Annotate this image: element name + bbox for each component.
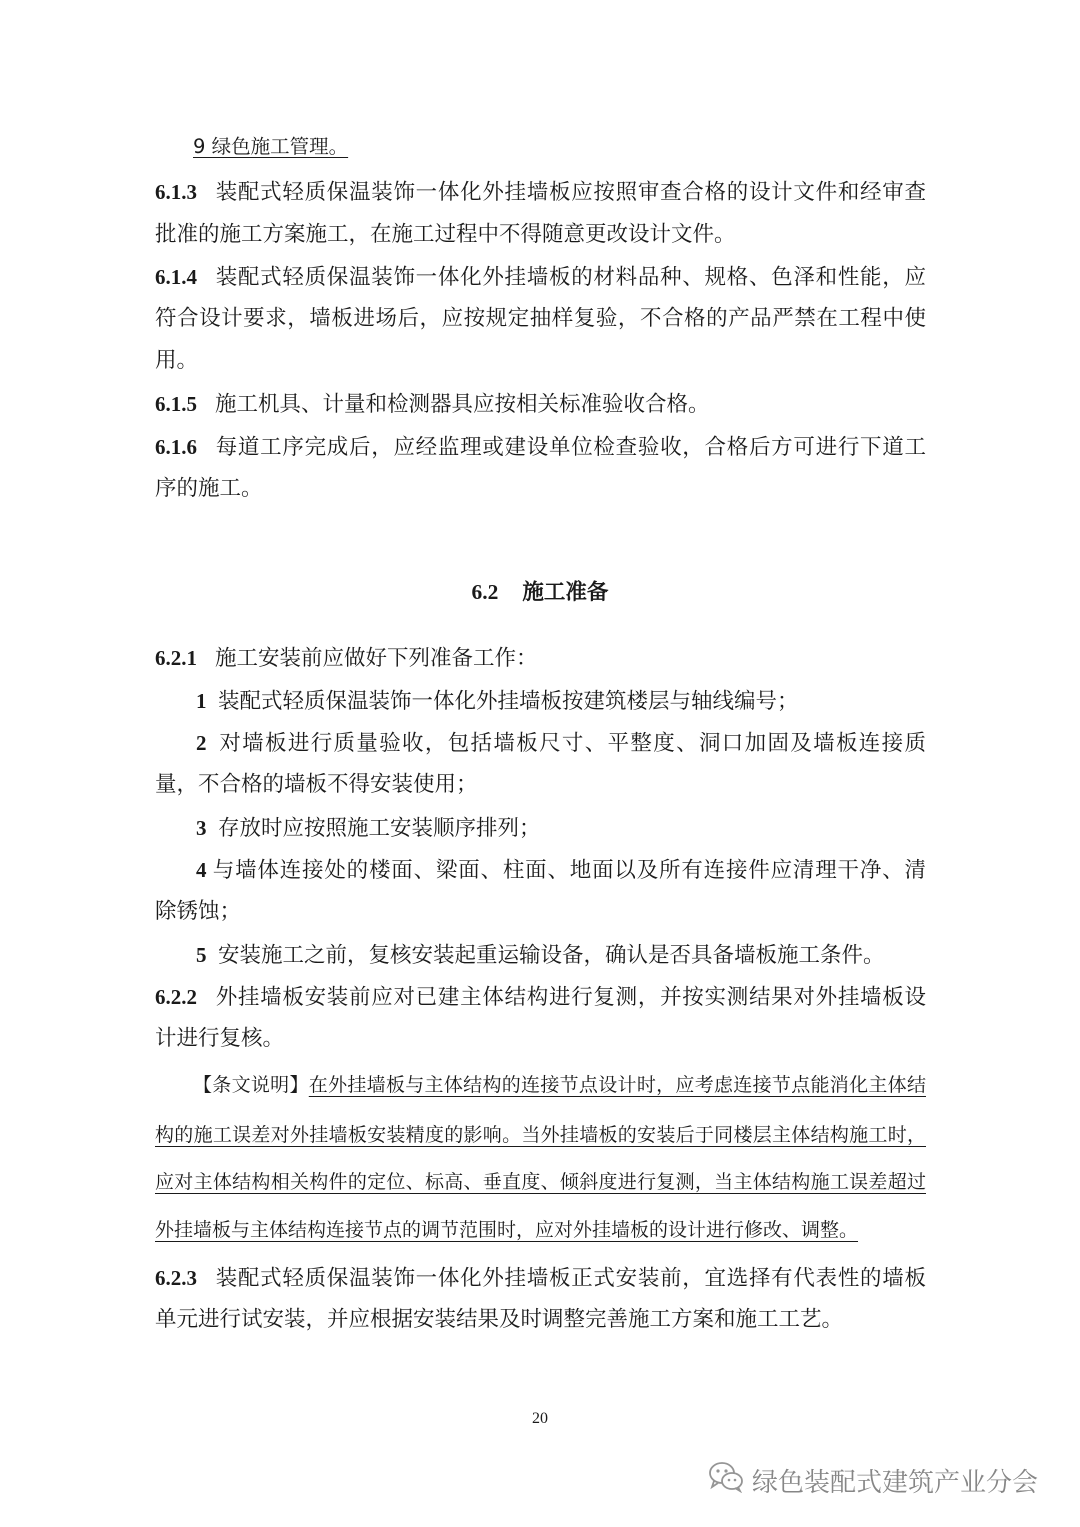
sub-item-1 — [196, 686, 926, 716]
page-number: 20 — [532, 1410, 548, 1427]
sub-item-number: 5 — [196, 943, 207, 967]
clause-number: 6.2.3 — [155, 1266, 197, 1290]
clause-6-1-4-line-3 — [155, 346, 926, 376]
sub-item-text: 量，不合格的墙板不得安装使用； — [155, 772, 478, 797]
sub-item-number: 3 — [196, 816, 207, 840]
watermark — [708, 1460, 1038, 1500]
clause-text: 装配式轻质保温装饰一体化外挂墙板正式安装前，宜选择有代表性的墙板 — [215, 1266, 926, 1291]
sub-item-3 — [196, 813, 926, 843]
sub-item-text: 除锈蚀； — [155, 899, 242, 924]
sub-item-number: 1 — [196, 689, 207, 713]
clause-text: 每道工序完成后，应经监理或建设单位检查验收，合格后方可进行下道工 — [215, 435, 926, 460]
wechat-icon — [708, 1461, 744, 1500]
sub-item-text: 对墙板进行质量验收，包括墙板尺寸、平整度、洞口加固及墙板连接质 — [218, 731, 926, 756]
clause-6-2-3 — [155, 1263, 926, 1293]
clause-6-2-2 — [155, 982, 926, 1012]
sub-item-text: 安装施工之前，复核安装起重运输设备，确认是否具备墙板施工条件。 — [218, 943, 885, 968]
note-text: 应对主体结构相关构件的定位、标高、垂直度、倾斜度进行复测，当主体结构施工误差超过 — [155, 1171, 926, 1193]
sub-item-text: 存放时应按照施工安装顺序排列； — [218, 816, 541, 841]
section-heading-6-2 — [0, 577, 1080, 608]
sub-item-text: 与墙体连接处的楼面、梁面、柱面、地面以及所有连接件应清理干净、清 — [212, 858, 926, 883]
clause-explanation-line-3 — [155, 1167, 926, 1197]
note-text: 在外挂墙板与主体结构的连接节点设计时，应考虑连接节点能消化主体结 — [308, 1074, 926, 1096]
clause-text: 用。 — [155, 348, 199, 373]
sub-item-2-line-2 — [155, 770, 926, 800]
clause-number: 6.1.3 — [155, 180, 197, 204]
clause-number: 6.2.1 — [155, 646, 197, 670]
sub-item-5 — [196, 940, 926, 970]
clause-6-1-4 — [155, 262, 926, 292]
sub-item-number: 2 — [196, 731, 207, 755]
clause-number: 6.1.4 — [155, 265, 197, 289]
watermark-text: 绿色装配式建筑产业分会 — [752, 1467, 1039, 1498]
clause-6-1-6-line-2 — [155, 474, 926, 504]
note-text: 构的施工误差对外挂墙板安装精度的影响。当外挂墙板的安装后于同楼层主体结构施工时， — [155, 1124, 926, 1146]
clause-explanation — [193, 1070, 926, 1100]
note-text: 外挂墙板与主体结构连接节点的调节范围时，应对外挂墙板的设计进行修改、调整。 — [155, 1219, 859, 1241]
section-title: 施工准备 — [522, 580, 609, 605]
clause-6-2-1 — [155, 643, 926, 673]
section-number: 6.2 — [471, 580, 499, 604]
clause-6-1-4-line-2 — [155, 304, 926, 334]
clause-6-1-5 — [155, 389, 926, 419]
clause-explanation-line-4 — [155, 1215, 926, 1245]
clause-text: 符合设计要求，墙板进场后，应按规定抽样复验，不合格的产品严禁在工程中使 — [155, 306, 926, 331]
clause-text: 单元进行试安装，并应根据安装结果及时调整完善施工方案和施工工艺。 — [155, 1307, 844, 1332]
clause-explanation-line-2 — [155, 1120, 926, 1150]
sub-item-2 — [196, 728, 926, 758]
clause-text: 装配式轻质保温装饰一体化外挂墙板的材料品种、规格、色泽和性能，应 — [215, 265, 926, 290]
sub-item-text: 装配式轻质保温装饰一体化外挂墙板按建筑楼层与轴线编号； — [218, 689, 799, 714]
list-item-9 — [193, 132, 593, 162]
sub-item-4-line-2 — [155, 897, 926, 927]
note-label: 【条文说明】 — [193, 1074, 309, 1096]
clause-text: 计进行复核。 — [155, 1026, 285, 1051]
sub-item-number: 4 — [196, 858, 207, 882]
clause-number: 6.2.2 — [155, 985, 197, 1009]
clause-6-2-2-line-2 — [155, 1024, 926, 1054]
clause-6-1-3-line-2 — [155, 220, 926, 250]
clause-text: 外挂墙板安装前应对已建主体结构进行复测，并按实测结果对外挂墙板设 — [215, 985, 926, 1010]
clause-text: 施工安装前应做好下列准备工作： — [215, 646, 538, 671]
clause-text: 序的施工。 — [155, 476, 263, 501]
clause-6-2-3-line-2 — [155, 1305, 926, 1335]
clause-number: 6.1.5 — [155, 392, 197, 416]
item-9-text: 9 绿色施工管理。 — [193, 135, 349, 158]
sub-item-4 — [196, 855, 926, 885]
clause-text: 批准的施工方案施工，在施工过程中不得随意更改设计文件。 — [155, 222, 736, 247]
clause-6-1-3 — [155, 177, 926, 207]
clause-number: 6.1.6 — [155, 435, 197, 459]
clause-text: 装配式轻质保温装饰一体化外挂墙板应按照审查合格的设计文件和经审查 — [215, 180, 926, 205]
clause-6-1-6 — [155, 432, 926, 462]
clause-text: 施工机具、计量和检测器具应按相关标准验收合格。 — [215, 392, 710, 417]
